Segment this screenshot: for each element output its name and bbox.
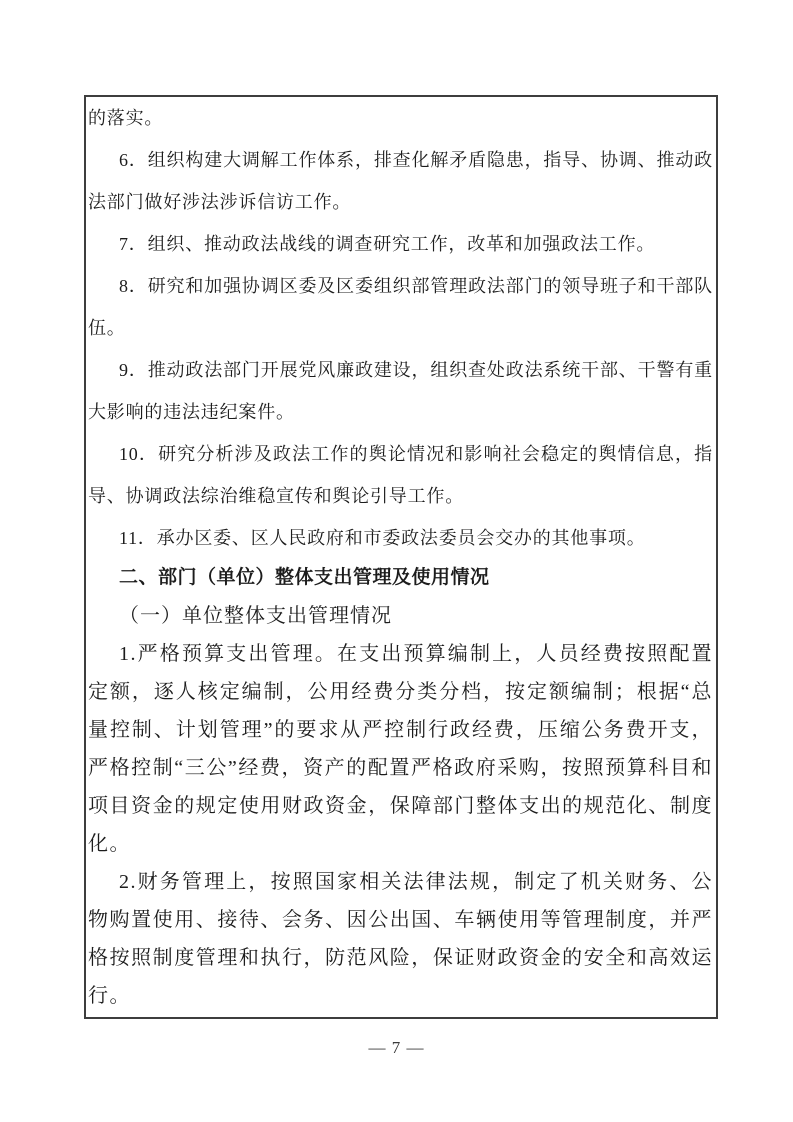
duty-item-10: 10．研究分析涉及政法工作的舆论情况和影响社会稳定的舆情信息，指导、协调政法综治维稳宣传和舆论引导工作。 — [88, 444, 713, 506]
duty-item-11: 11．承办区委、区人民政府和市委政法委员会交办的其他事项。 — [119, 528, 646, 548]
duty-item-7: 7．组织、推动政法战线的调查研究工作，改革和加强政法工作。 — [119, 234, 656, 254]
duty-item-9: 9．推动政法部门开展党风廉政建设，组织查处政法系统干部、干警有重大影响的违法违纪案件。 — [88, 360, 713, 422]
subsection-heading: （一）单位整体支出管理情况 — [119, 605, 392, 627]
paragraph-continuation: 的落实。 — [88, 108, 164, 128]
duty-item-6: 6．组织构建大调解工作体系，排查化解矛盾隐患，指导、协调、推动政法部门做好涉法涉诉信访工作。 — [88, 150, 713, 212]
page-number: — 7 — — [368, 1038, 425, 1057]
section-heading: 二、部门（单位）整体支出管理及使用情况 — [119, 567, 490, 588]
duty-item-8: 8．研究和加强协调区委及区委组织部管理政法部门的领导班子和干部队伍。 — [88, 276, 713, 338]
expense-management-item-1: 1.严格预算支出管理。在支出预算编制上，人员经费按照配置定额，逐人核定编制，公用经费分类分档，按定额编制；根据“总量控制、计划管理”的要求从严控制行政经费，压缩公务费开支，严格控制“三公”经费，资产的配置严格政府采购，按照预算科目和项目资金的规定使用财政资金，保障部门整体支出的规范化、制度化。 — [88, 643, 713, 855]
document-border-frame — [84, 95, 718, 1019]
expense-management-item-2: 2.财务管理上，按照国家相关法律法规，制定了机关财务、公物购置使用、接待、会务、因公出国、车辆使用等管理制度，并严格按照制度管理和执行，防范风险，保证财政资金的安全和高效运行。 — [88, 871, 713, 1007]
